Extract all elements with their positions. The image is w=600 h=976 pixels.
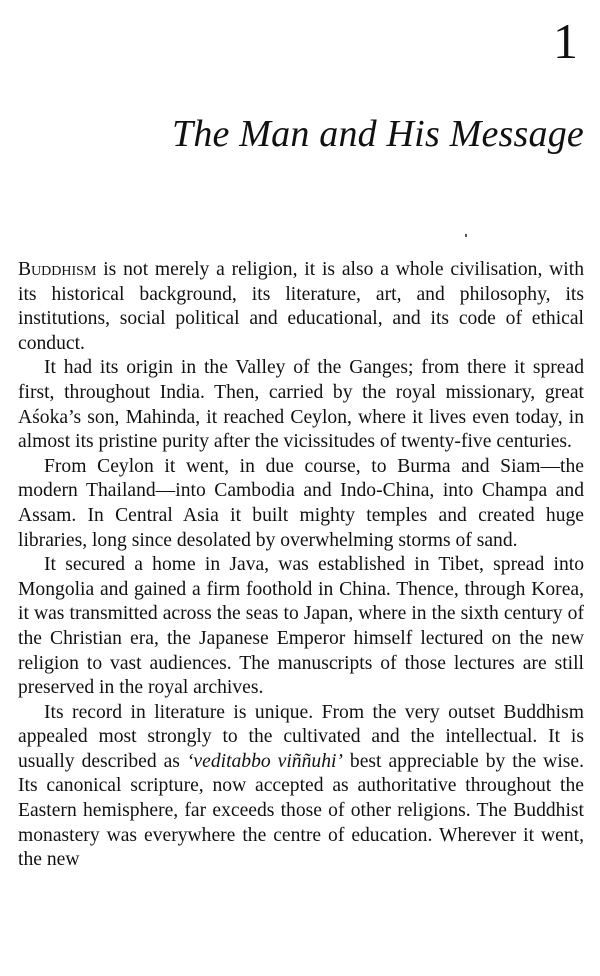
paragraph-1-lead: Buddhism: [18, 259, 97, 280]
paragraph-1: [18, 258, 584, 356]
pali-phrase: ‘veditabbo viññuhi’: [186, 750, 343, 772]
paragraph-1-text: is not merely a religion, it is also a whole civilisation, with its historical background, its literature, art, and philosophy, its institutions, social political and educational, and its code of ethical conduct.: [18, 259, 584, 354]
print-speck: [465, 234, 467, 237]
body-text: [18, 258, 584, 873]
paragraph-3: From Ceylon it went, in due course, to Burma and Siam—the modern Thailand—into Cambodia and Indo-China, into Champa and Assam. In Central Asia it built mighty temples and created huge libraries, long since desolated by overwhelming storms of sand.: [18, 455, 584, 551]
paragraph-2: It had its origin in the Valley of the Ganges; from there it spread first, throughout India. Then, carried by the royal missionary, great Aśoka’s son, Mahinda, it reached Ceylon, where it lives even today, in almost its pristine purity after the vicissitudes of twenty-five centuries.: [18, 357, 584, 453]
chapter-number: 1: [553, 13, 578, 69]
paragraph-5-text-before: Its record in literature is unique. From the very outset Buddhism appealed most strongly to the cultivated and the intellectual. It is usually described as: [18, 701, 584, 772]
paragraph-4: It secured a home in Java, was established in Tibet, spread into Mongolia and gained a firm foothold in China. Thence, through Korea, it was transmitted across the seas to Japan, where in the sixth century of the Christian era, the Japanese Emperor himself lectured on the new religion to vast audiences. The manuscripts of those lectures are still preserved in the royal archives.: [18, 554, 584, 699]
paragraph-5: [18, 701, 584, 873]
chapter-title: The Man and His Message: [171, 113, 584, 155]
paragraph-5-text-after: best appreciable by the wise. Its canonical scripture, now accepted as authoritative throughout the Eastern hemisphere, far exceeds those of other religions. The Buddhist monastery was everywhere the centre of education. Wherever it went, the new: [18, 750, 584, 871]
